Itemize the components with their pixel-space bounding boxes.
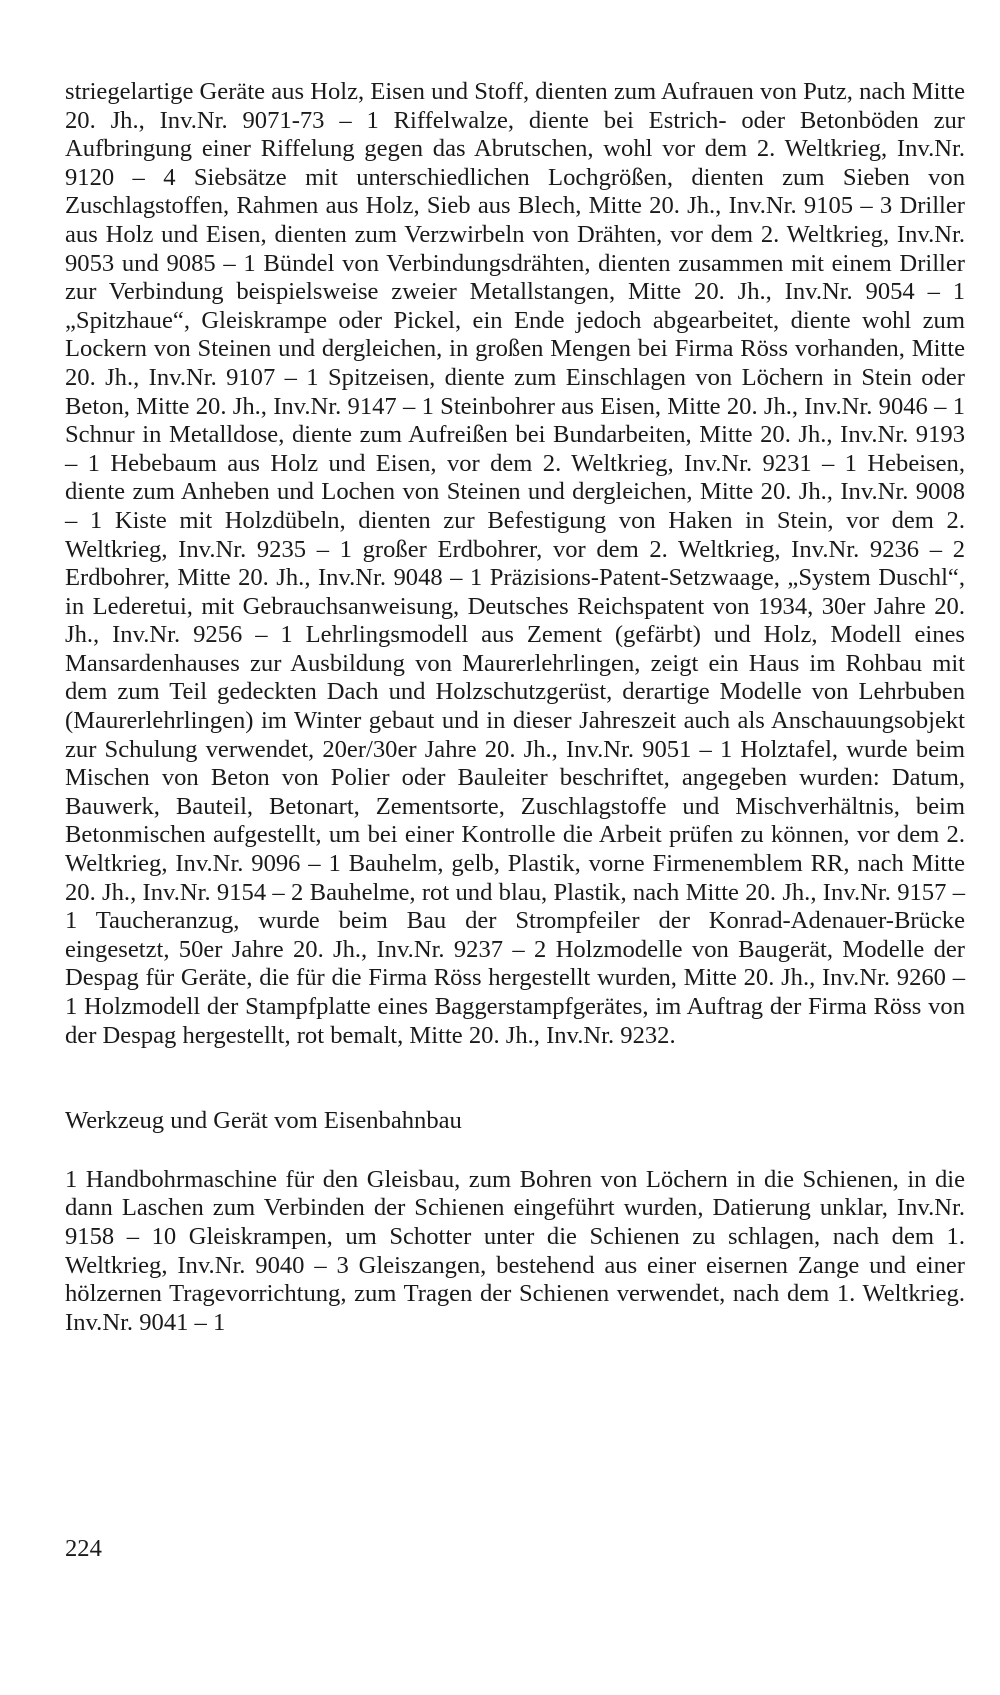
body-paragraph: striegelartige Geräte aus Holz, Eisen und Stoff, dienten zum Aufrauen von Putz, nach Mitte 20. Jh., Inv.Nr. 9071-73 – 1 Riffelwalze, diente bei Estrich- oder Betonböden zur Aufbringung einer Riffelung gegen das Abrutschen, wohl vor dem 2. Weltkrieg, Inv.Nr. 9120 – 4 Siebsätze mit unterschiedlichen Lochgrößen, dienten zum Sieben von Zuschlagstoffen, Rahmen aus Holz, Sieb aus Blech, Mitte 20. Jh., Inv.Nr. 9105 – 3 Driller aus Holz und Eisen, dienten zum Verzwirbeln von Drähten, vor dem 2. Weltkrieg, Inv.Nr. 9053 und 9085 – 1 Bündel von Verbindungsdrähten, dienten zusammen mit einem Driller zur Verbindung beispielsweise zweier Metallstangen, Mitte 20. Jh., Inv.Nr. 9054 – 1 „Spitzhaue“, Gleiskrampe oder Pickel, ein Ende jedoch abgearbeitet, diente wohl zum Lockern von Steinen und dergleichen, in großen Mengen bei Firma Röss vorhanden, Mitte 20. Jh., Inv.Nr. 9107 – 1 Spitzeisen, diente zum Einschlagen von Löchern in Stein oder Beton, Mitte 20. Jh., Inv.Nr. 9147 – 1 Steinbohrer aus Eisen, Mitte 20. Jh., Inv.Nr. 9046 – 1 Schnur in Metalldose, diente zum Aufreißen bei Bundarbeiten, Mitte 20. Jh., Inv.Nr. 9193 – 1 Hebebaum aus Holz und Eisen, vor dem 2. Weltkrieg, Inv.Nr. 9231 – 1 Hebeisen, diente zum Anheben und Lochen von Steinen und dergleichen, Mitte 20. Jh., Inv.Nr. 9008 – 1 Kiste mit Holzdübeln, dienten zur Befestigung von Haken in Stein, vor dem 2. Weltkrieg, Inv.Nr. 9235 – 1 großer Erdbohrer, vor dem 2. Weltkrieg, Inv.Nr. 9236 – 2 Erdbohrer, Mitte 20. Jh., Inv.Nr. 9048 – 1 Präzisions-Patent-Setzwaage, „System Duschl“, in Lederetui, mit Gebrauchsanweisung, Deutsches Reichspatent von 1934, 30er Jahre 20. Jh., Inv.Nr. 9256 – 1 Lehrlingsmodell aus Zement (gefärbt) und Holz, Modell eines Mansardenhauses zur Ausbildung von Maurerlehrlingen, zeigt ein Haus im Rohbau mit dem zum Teil gedeckten Dach und Holzschutzgerüst, derartige Modelle von Lehrbuben (Maurerlehrlingen) im Winter gebaut und in dieser Jahreszeit auch als Anschauungsobjekt zur Schulung verwendet, 20er/30er Jahre 20. Jh., Inv.Nr. 9051 – 1 Holztafel, wurde beim Mischen von Beton von Polier oder Bauleiter beschriftet, angegeben wurden: Datum, Bauwerk, Bauteil, Betonart, Zementsorte, Zuschlagstoffe und Mischverhältnis, beim Betonmischen aufgestellt, um bei einer Kontrolle die Arbeit prüfen zu können, vor dem 2. Weltkrieg, Inv.Nr. 9096 – 1 Bauhelm, gelb, Plastik, vorne Firmenemblem RR, nach Mitte 20. Jh., Inv.Nr. 9154 – 2 Bauhelme, rot und blau, Plastik, nach Mitte 20. Jh., Inv.Nr. 9157 – 1 Taucheranzug, wurde beim Bau der Strompfeiler der Konrad-Adenauer-Brücke eingesetzt, 50er Jahre 20. Jh., Inv.Nr. 9237 – 2 Holzmodelle von Baugerät, Modelle der Despag für Geräte, die für die Firma Röss hergestellt wurden, Mitte 20. Jh., Inv.Nr. 9260 – 1 Holzmodell der Stampfplatte eines Baggerstampfgerätes, im Auftrag der Firma Röss von der Despag hergestellt, rot bemalt, Mitte 20. Jh., Inv.Nr. 9232. [65, 78, 965, 1049]
body-paragraph: 1 Handbohrmaschine für den Gleisbau, zum Bohren von Löchern in die Schienen, in die dann Laschen zum Verbinden der Schienen eingeführt wurden, Datierung unklar, Inv.Nr. 9158 – 10 Gleiskrampen, um Schotter unter die Schienen zu schlagen, nach dem 1. Weltkrieg, Inv.Nr. 9040 – 3 Gleiszangen, bestehend aus einer eisernen Zange und einer hölzernen Tragevorrichtung, zum Tragen der Schienen verwendet, nach dem 1. Weltkrieg. Inv.Nr. 9041 – 1 [65, 1165, 965, 1336]
document-page [65, 78, 965, 1337]
section-heading: Werkzeug und Gerät vom Eisenbahnbau [65, 1107, 462, 1135]
page-number: 224 [65, 1535, 102, 1562]
